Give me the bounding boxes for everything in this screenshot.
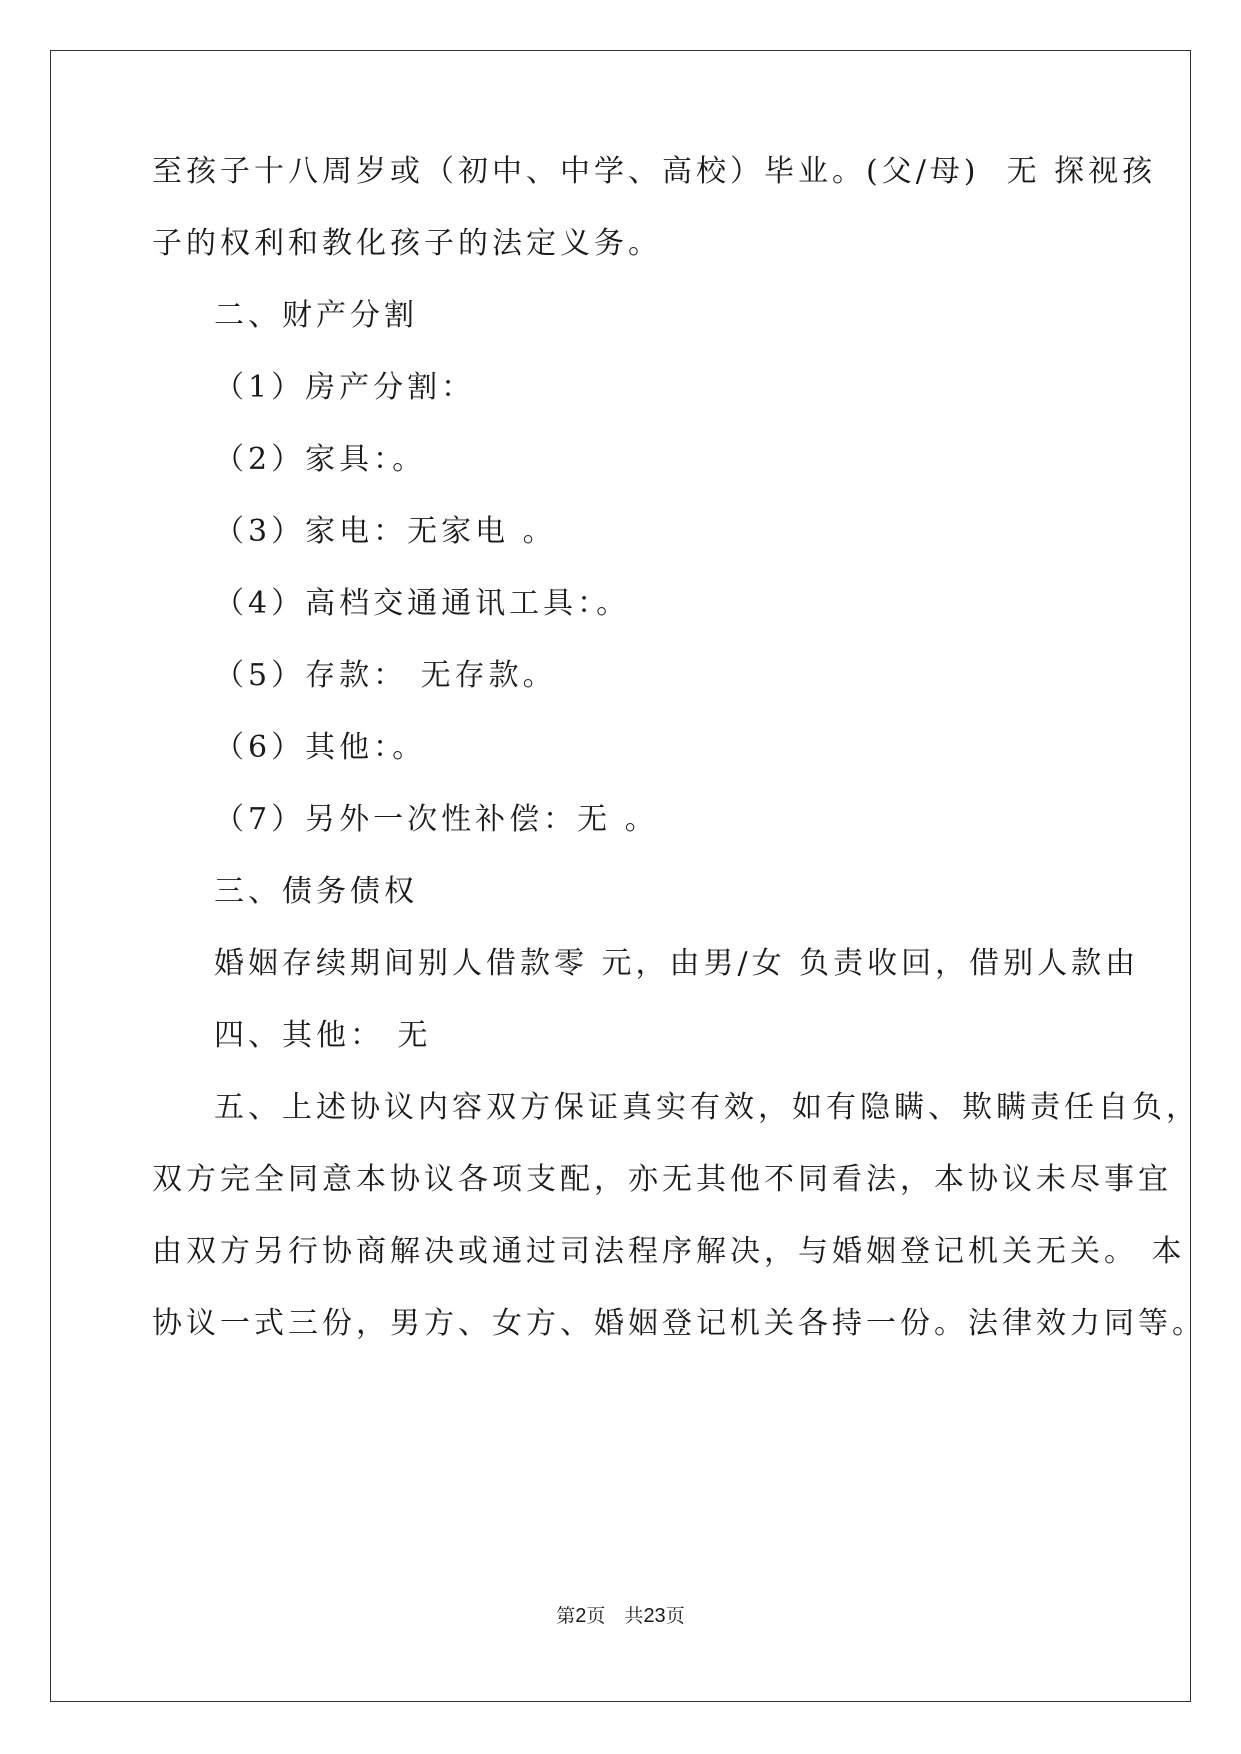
footer-middle: 页 共 bbox=[586, 1605, 644, 1627]
page-number: 2 bbox=[575, 1605, 587, 1627]
footer-suffix: 页 bbox=[665, 1605, 685, 1627]
body-line: 协议一式三份，男方、女方、婚姻登记机关各持一份。法律效力同等。 bbox=[152, 1306, 1206, 1341]
body-line: 由双方另行协商解决或通过司法程序解决，与婚姻登记机关无关。 本 bbox=[152, 1234, 1186, 1269]
section-heading-debts: 三、债务债权 bbox=[214, 874, 418, 909]
page-footer bbox=[0, 1604, 1241, 1628]
list-item: （4）高档交通通讯工具：。 bbox=[214, 586, 631, 621]
list-item: （2）家具：。 bbox=[214, 442, 427, 477]
section-heading-other: 四、其他： 无 bbox=[214, 1018, 432, 1053]
body-line: 子的权利和教化孩子的法定义务。 bbox=[152, 226, 662, 261]
body-line: 双方完全同意本协议各项支配，亦无其他不同看法，本协议未尽事宜 bbox=[152, 1162, 1172, 1197]
body-line: 五、上述协议内容双方保证真实有效，如有隐瞒、欺瞒责任自负， bbox=[214, 1090, 1200, 1125]
section-heading-property: 二、财产分割 bbox=[214, 298, 418, 333]
footer-prefix: 第 bbox=[556, 1605, 576, 1627]
body-line: 婚姻存续期间别人借款零 元，由男/女 负责收回，借别人款由 bbox=[214, 946, 1140, 981]
list-item: （5）存款： 无存款。 bbox=[214, 658, 557, 693]
list-item: （1）房产分割： bbox=[214, 370, 476, 405]
total-pages: 23 bbox=[643, 1605, 666, 1627]
list-item: （3）家电：无家电 。 bbox=[214, 514, 557, 549]
list-item: （7）另外一次性补偿：无 。 bbox=[214, 802, 659, 837]
body-line: 至孩子十八周岁或（初中、中学、高校）毕业。(父/母) 无 探视孩 bbox=[152, 154, 1157, 189]
list-item: （6）其他：。 bbox=[214, 730, 427, 765]
